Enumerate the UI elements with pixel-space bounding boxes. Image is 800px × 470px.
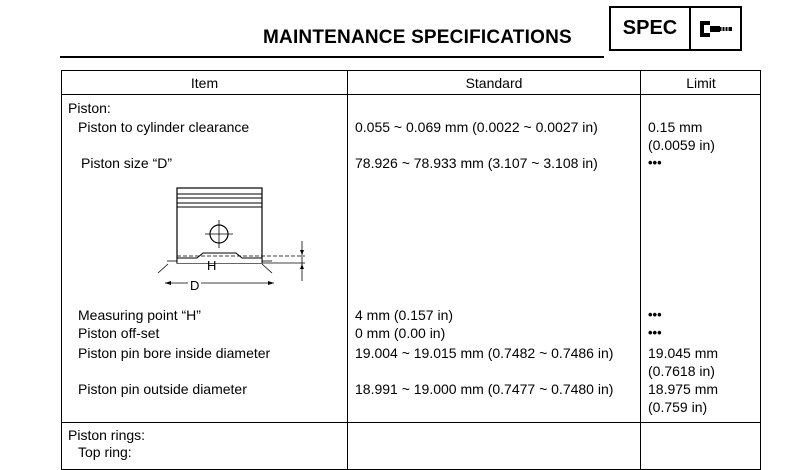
- limit-piston-offset: •••: [648, 325, 662, 340]
- limit-pin-od: 18.975 mm: [648, 381, 719, 397]
- column-header-item: Item: [190, 75, 219, 91]
- header-rule: [60, 56, 604, 58]
- standard-piston-clearance: 0.055 ~ 0.069 mm (0.0022 ~ 0.0027 in): [355, 119, 598, 135]
- limit-pin-bore: 19.045 mm: [648, 345, 719, 361]
- spec-label: SPEC: [611, 8, 691, 49]
- standard-piston-size: 78.926 ~ 78.933 mm (3.107 ~ 3.108 in): [355, 155, 598, 171]
- item-piston-size: Piston size “D”: [81, 155, 173, 171]
- limit-pin-od-in: (0.759 in): [648, 399, 708, 415]
- standard-piston-offset: 0 mm (0.00 in): [355, 325, 446, 341]
- limit-piston-clearance: 0.15 mm: [648, 119, 703, 135]
- item-piston-clearance: Piston to cylinder clearance: [78, 119, 250, 135]
- micrometer-icon: [691, 8, 740, 49]
- column-header-standard: Standard: [465, 75, 523, 91]
- limit-piston-clearance-in: (0.0059 in): [648, 137, 715, 153]
- limit-pin-bore-in: (0.7618 in): [648, 363, 715, 379]
- item-pin-od: Piston pin outside diameter: [78, 381, 247, 397]
- item-pin-bore: Piston pin bore inside diameter: [78, 345, 271, 361]
- column-divider: [347, 71, 348, 469]
- header-divider: [62, 94, 760, 95]
- standard-pin-bore: 19.004 ~ 19.015 mm (0.7482 ~ 0.7486 in): [355, 345, 614, 361]
- page-title: MAINTENANCE SPECIFICATIONS: [263, 27, 572, 48]
- diagram-label-h: H: [207, 258, 217, 273]
- column-divider: [640, 71, 641, 469]
- item-piston-offset: Piston off-set: [78, 325, 160, 341]
- standard-pin-od: 18.991 ~ 19.000 mm (0.7477 ~ 0.7480 in): [355, 381, 614, 397]
- standard-measuring-point: 4 mm (0.157 in): [355, 307, 454, 323]
- diagram-label-d: D: [190, 278, 200, 293]
- piston-diagram: [150, 186, 310, 306]
- item-measuring-point: Measuring point “H”: [78, 307, 201, 323]
- item-top-ring: Top ring:: [78, 444, 132, 460]
- section-label-piston-rings: Piston rings:: [68, 427, 146, 443]
- section-label-piston: Piston:: [68, 100, 111, 116]
- spec-badge: [609, 6, 742, 51]
- column-header-limit: Limit: [686, 75, 716, 91]
- limit-measuring-point: •••: [648, 307, 662, 322]
- section-divider: [62, 422, 760, 423]
- spec-table: [61, 70, 761, 470]
- limit-piston-size: •••: [648, 155, 662, 170]
